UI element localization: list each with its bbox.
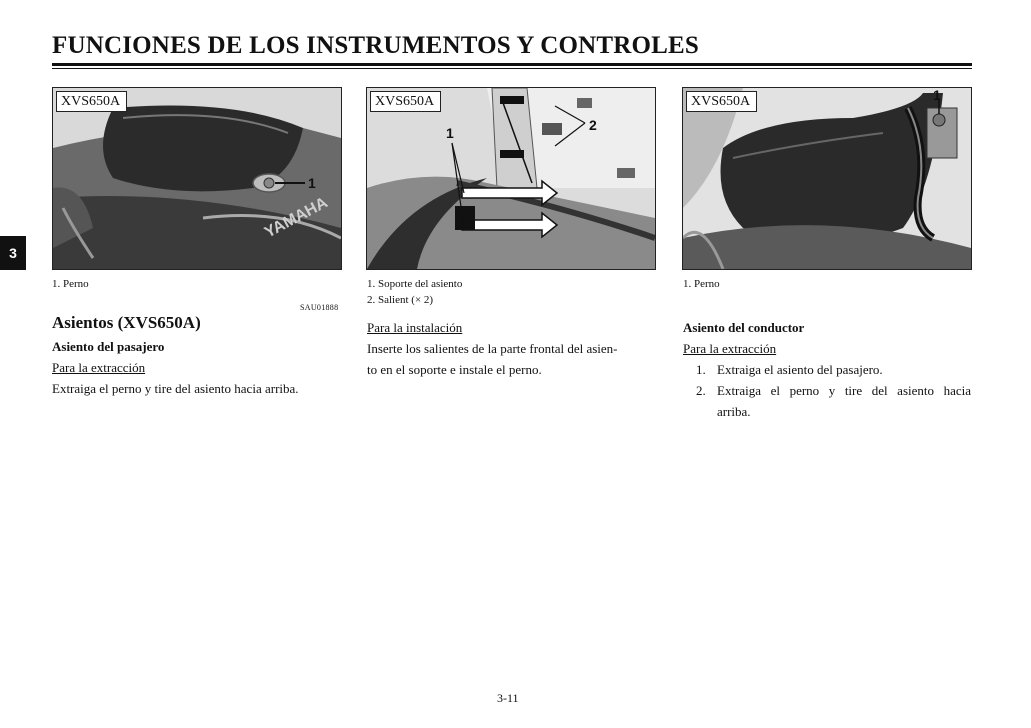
install-text-line1: Inserte los salientes de la parte frontal del asien- [367,341,618,356]
step-text: Extraiga el perno y tire del asiento hacia [717,383,971,398]
page-header-title: FUNCIONES DE LOS INSTRUMENTOS Y CONTROLES [52,32,699,59]
step-text-continued: arriba. [717,404,751,419]
step-number: 1. [696,362,706,377]
callout-1: 1 [446,125,454,141]
step-number: 2. [696,383,706,398]
chapter-tab: 3 [0,236,26,270]
yamaha-logo-text: YAMAHA [261,194,331,242]
rider-seat-illustration [683,88,971,269]
removal-text: Extraiga el perno y tire del asiento hacia arriba. [52,381,299,396]
page-number: 3-11 [497,691,519,705]
model-label: XVS650A [370,91,441,112]
step-text: Extraiga el asiento del pasajero. [717,362,883,377]
removal-label: Para la extracción [52,360,146,375]
passenger-seat-illustration [53,88,341,269]
header-rule-thick [52,63,972,66]
install-text-line2: to en el soporte e instale el perno. [367,362,542,377]
callout-1: 1 [933,88,941,103]
figure-passenger-seat-photo [52,87,342,270]
figure-caption: 1. Perno [52,278,89,290]
seat-bracket-illustration [367,88,655,269]
section-title: Asientos (XVS650A) [52,313,201,332]
figure-caption: 1. Perno [683,278,720,290]
callout-1: 1 [308,175,316,191]
subheading-rider-seat: Asiento del conductor [683,320,805,335]
install-label: Para la instalación [367,320,463,335]
document-code: SAU01888 [300,303,339,312]
figure-rider-seat-photo [682,87,972,270]
model-label: XVS650A [686,91,757,112]
model-label: XVS650A [56,91,127,112]
callout-2: 2 [589,117,597,133]
figure-seat-bracket-photo [366,87,656,270]
figure-caption: 1. Soporte del asiento [367,278,463,290]
subheading-passenger-seat: Asiento del pasajero [52,339,165,354]
removal-label: Para la extracción [683,341,777,356]
header-rule-thin [52,68,972,69]
figure-caption: 2. Salient (× 2) [367,294,434,306]
